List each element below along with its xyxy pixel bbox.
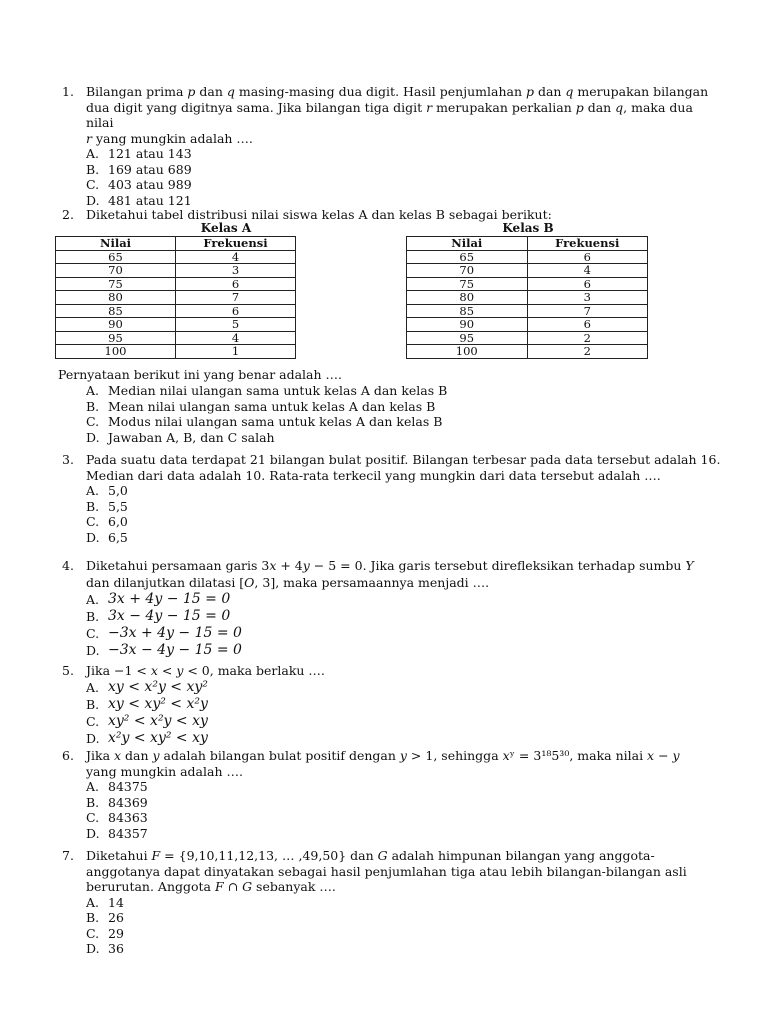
option-c: C. Modus nilai ulangan sama untuk kelas A dan kelas B (86, 414, 443, 429)
frekuensi-cell: 1 (176, 345, 296, 359)
option-c: C. 6,0 (86, 514, 128, 529)
question-number: 4. (62, 558, 74, 573)
question-5 (62, 662, 722, 747)
nilai-cell: 95 (56, 331, 176, 345)
question-stem-line: Jika −1 < 𝑥 < 𝑦 < 0, maka berlaku …. (86, 663, 325, 678)
question-stem-line: Median dari data adalah 10. Rata-rata terkecil yang mungkin dari data tersebut adalah …. (86, 467, 661, 483)
table-row (56, 291, 296, 305)
question-number: 6. (62, 748, 74, 763)
column-header: Frekuensi (527, 237, 648, 251)
table-title-class-b: Kelas B (502, 221, 554, 235)
nilai-cell: 90 (56, 318, 176, 332)
question-number: 5. (62, 663, 74, 678)
table-row (407, 264, 648, 278)
frekuensi-cell: 6 (527, 277, 648, 291)
frekuensi-cell: 6 (176, 304, 296, 318)
table-row (56, 318, 296, 332)
option-a: A. 𝑥𝑦 < 𝑥²𝑦 < 𝑥𝑦² (86, 679, 208, 695)
nilai-cell: 100 (407, 345, 528, 359)
column-header: Nilai (407, 237, 528, 251)
question-number: 1. (62, 84, 74, 99)
frekuensi-cell: 5 (176, 318, 296, 332)
table-row (56, 277, 296, 291)
nilai-cell: 80 (56, 291, 176, 305)
question-7 (62, 848, 722, 957)
option-d: D. 481 atau 121 (86, 192, 192, 208)
nilai-cell: 70 (407, 264, 528, 278)
option-a: A. Median nilai ulangan sama untuk kelas A dan kelas B (86, 383, 448, 398)
option-c: C. 84363 (86, 810, 148, 825)
nilai-cell: 65 (407, 250, 528, 264)
option-d: D. 6,5 (86, 529, 128, 545)
option-a: A. 14 (86, 894, 124, 910)
option-d: D. −3𝑥 − 4𝑦 − 15 = 0 (86, 642, 242, 658)
question-stem-line: Bilangan prima 𝑝 dan 𝑞 masing-masing dua digit. Hasil penjumlahan 𝑝 dan 𝑞 merupakan bilangan (86, 84, 709, 99)
option-b: B. 5,5 (86, 498, 128, 514)
frekuensi-cell: 4 (527, 264, 648, 278)
option-b: B. 𝑥𝑦 < 𝑥𝑦² < 𝑥²𝑦 (86, 696, 208, 712)
question-stem-line: yang mungkin adalah …. (86, 763, 243, 779)
table-header-row (56, 237, 296, 251)
table-row (407, 250, 648, 264)
question-number: 3. (62, 452, 74, 467)
question-1 (62, 84, 722, 208)
option-c: C. 403 atau 989 (86, 177, 192, 192)
question-6 (62, 748, 722, 841)
question-stem-line: Diketahui 𝐹 = {9,10,11,12,13, … ,49,50} dan 𝐺 adalah himpunan bilangan yang anggota- (86, 848, 655, 863)
question-stem-line: Pada suatu data terdapat 21 bilangan bulat positif. Bilangan terbesar pada data tersebut adalah 16. (86, 452, 721, 467)
option-b: B. Mean nilai ulangan sama untuk kelas A dan kelas B (86, 398, 436, 414)
question-number: 2. (62, 207, 74, 222)
question-stem-line: dan dilanjutkan dilatasi [𝑂, 3], maka persamaannya menjadi …. (86, 575, 490, 590)
question-stem-line: Diketahui persamaan garis 3𝑥 + 4𝑦 − 5 = 0. Jika garis tersebut direfleksikan terhadap sumbu 𝑌 (86, 558, 694, 573)
table-row (407, 304, 648, 318)
nilai-cell: 65 (56, 250, 176, 264)
option-b: B. 169 atau 689 (86, 161, 192, 177)
frekuensi-cell: 6 (527, 250, 648, 264)
nilai-cell: 70 (56, 264, 176, 278)
table-row (407, 277, 648, 291)
frekuensi-cell: 6 (527, 318, 648, 332)
nilai-cell: 85 (407, 304, 528, 318)
nilai-cell: 75 (56, 277, 176, 291)
question-stem-line: berurutan. Anggota 𝐹 ∩ 𝐺 sebanyak …. (86, 879, 336, 894)
nilai-cell: 90 (407, 318, 528, 332)
question-2-options (62, 383, 722, 445)
table-row (407, 291, 648, 305)
frekuensi-cell: 3 (527, 291, 648, 305)
option-b: B. 84369 (86, 794, 148, 810)
question-3 (62, 452, 722, 545)
option-d: D. 𝑥²𝑦 < 𝑥𝑦² < 𝑥𝑦 (86, 730, 208, 746)
option-b: B. 26 (86, 910, 124, 925)
frekuensi-cell: 7 (527, 304, 648, 318)
table-header-row (407, 237, 648, 251)
option-c: C. 𝑥𝑦² < 𝑥²𝑦 < 𝑥𝑦 (86, 713, 208, 729)
table-row (56, 264, 296, 278)
option-c: C. −3𝑥 + 4𝑦 − 15 = 0 (86, 625, 242, 641)
nilai-cell: 75 (407, 277, 528, 291)
option-d: D. Jawaban A, B, dan C salah (86, 429, 275, 445)
table-row (407, 318, 648, 332)
frekuensi-cell: 7 (176, 291, 296, 305)
frekuensi-cell: 4 (176, 331, 296, 345)
question-stem-line: Jika 𝑥 dan 𝑦 adalah bilangan bulat positif dengan 𝑦 > 1, sehingga 𝑥ʸ = 3¹⁸5³⁰, maka nilai 𝑥 − 𝑦 (86, 748, 680, 763)
frekuensi-cell: 4 (176, 250, 296, 264)
table-row (407, 331, 648, 345)
column-header: Frekuensi (176, 237, 296, 251)
option-d: D. 84357 (86, 825, 148, 841)
option-a: A. 3𝑥 + 4𝑦 − 15 = 0 (86, 591, 231, 607)
column-header: Nilai (56, 237, 176, 251)
nilai-cell: 95 (407, 331, 528, 345)
question-4 (62, 557, 722, 659)
nilai-cell: 80 (407, 291, 528, 305)
question-stem-line: anggotanya dapat dinyatakan sebagai hasil penjumlahan tiga atau lebih bilangan-bilangan asli (86, 863, 687, 879)
nilai-cell: 85 (56, 304, 176, 318)
question-stem-line: dua digit yang digitnya sama. Jika bilangan tiga digit 𝑟 merupakan perkalian 𝑝 dan 𝑞, maka dua nilai (86, 99, 693, 130)
frekuensi-cell: 6 (176, 277, 296, 291)
nilai-cell: 100 (56, 345, 176, 359)
frequency-table-class-b (406, 236, 648, 359)
table-row (407, 345, 648, 359)
question-2 (62, 207, 722, 223)
frequency-table-class-a (55, 236, 296, 359)
table-row (56, 250, 296, 264)
question-stem-line: 𝑟 yang mungkin adalah …. (86, 130, 253, 146)
option-a: A. 5,0 (86, 483, 128, 498)
frekuensi-cell: 2 (527, 331, 648, 345)
option-a: A. 84375 (86, 779, 148, 794)
option-a: A. 121 atau 143 (86, 146, 192, 161)
table-title-class-a: Kelas A (200, 221, 252, 235)
table-row (56, 345, 296, 359)
table-row (56, 304, 296, 318)
table-row (56, 331, 296, 345)
frekuensi-cell: 3 (176, 264, 296, 278)
question-stem-line: Diketahui tabel distribusi nilai siswa kelas A dan kelas B sebagai berikut: (86, 207, 552, 222)
question-number: 7. (62, 848, 74, 863)
option-c: C. 29 (86, 925, 124, 941)
option-b: B. 3𝑥 − 4𝑦 − 15 = 0 (86, 608, 231, 624)
question-2-statement: Pernyataan berikut ini yang benar adalah …. (58, 367, 342, 382)
option-d: D. 36 (86, 941, 124, 956)
frekuensi-cell: 2 (527, 345, 648, 359)
